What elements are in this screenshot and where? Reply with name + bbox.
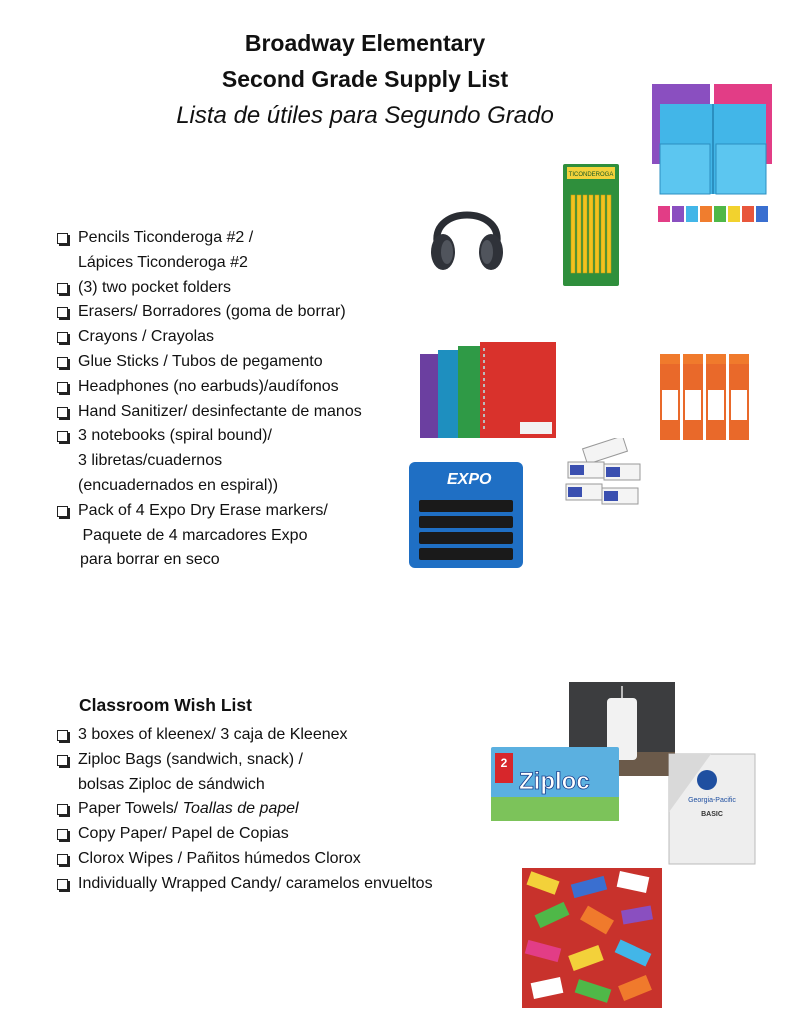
list-item: (3) two pocket folders xyxy=(56,276,362,301)
svg-text:Georgia-Pacific: Georgia-Pacific xyxy=(688,797,736,804)
list-item: Erasers/ Borradores (goma de borrar) xyxy=(56,300,362,325)
supply-list xyxy=(56,226,362,573)
notebooks-image xyxy=(418,340,558,440)
list-item: Glue Sticks / Tubos de pegamento xyxy=(56,350,362,375)
svg-text:BASIC: BASIC xyxy=(701,811,723,818)
folders-image xyxy=(650,82,776,230)
list-item: Ziploc Bags (sandwich, snack) / bolsas Ziploc de sándwich xyxy=(56,748,433,798)
list-item: Copy Paper/ Papel de Copias xyxy=(56,822,433,847)
pencils-image xyxy=(562,163,620,287)
expo-markers-image xyxy=(407,460,525,570)
list-item: 3 notebooks (spiral bound)/ 3 libretas/cuadernos (encuadernados en espiral)) xyxy=(56,424,362,498)
erasers-image xyxy=(562,438,644,514)
headphones-image xyxy=(427,190,507,274)
candy-image xyxy=(522,868,662,1008)
list-title-spanish: Lista de útiles para Segundo Grado xyxy=(176,102,554,129)
list-item: Headphones (no earbuds)/audífonos xyxy=(56,375,362,400)
list-item: Pencils Ticonderoga #2 / Lápices Ticonderoga #2 xyxy=(56,226,362,276)
list-item: Individually Wrapped Candy/ caramelos envueltos xyxy=(56,872,433,897)
list-item: Pack of 4 Expo Dry Erase markers/ Paquete de 4 marcadores Expo para borrar en seco xyxy=(56,499,362,573)
list-item: Paper Towels/ Toallas de papel xyxy=(56,797,433,822)
copy-paper-image xyxy=(667,752,757,866)
svg-text:Ziploc: Ziploc xyxy=(519,768,590,795)
list-title: Second Grade Supply List xyxy=(221,66,509,92)
ziploc-image xyxy=(489,745,621,823)
school-name: Broadway Elementary xyxy=(244,30,486,56)
svg-text:TICONDEROGA: TICONDEROGA xyxy=(568,172,614,178)
list-item: Clorox Wipes / Pañitos húmedos Clorox xyxy=(56,847,433,872)
svg-text:EXPO: EXPO xyxy=(447,471,492,488)
glue-sticks-image xyxy=(656,350,752,442)
list-item: Hand Sanitizer/ desinfectante de manos xyxy=(56,400,362,425)
list-item: 3 boxes of kleenex/ 3 caja de Kleenex xyxy=(56,723,433,748)
list-item: Crayons / Crayolas xyxy=(56,325,362,350)
wish-list xyxy=(56,723,433,897)
svg-text:2: 2 xyxy=(500,756,508,770)
wish-list-title: Classroom Wish List xyxy=(79,695,252,715)
